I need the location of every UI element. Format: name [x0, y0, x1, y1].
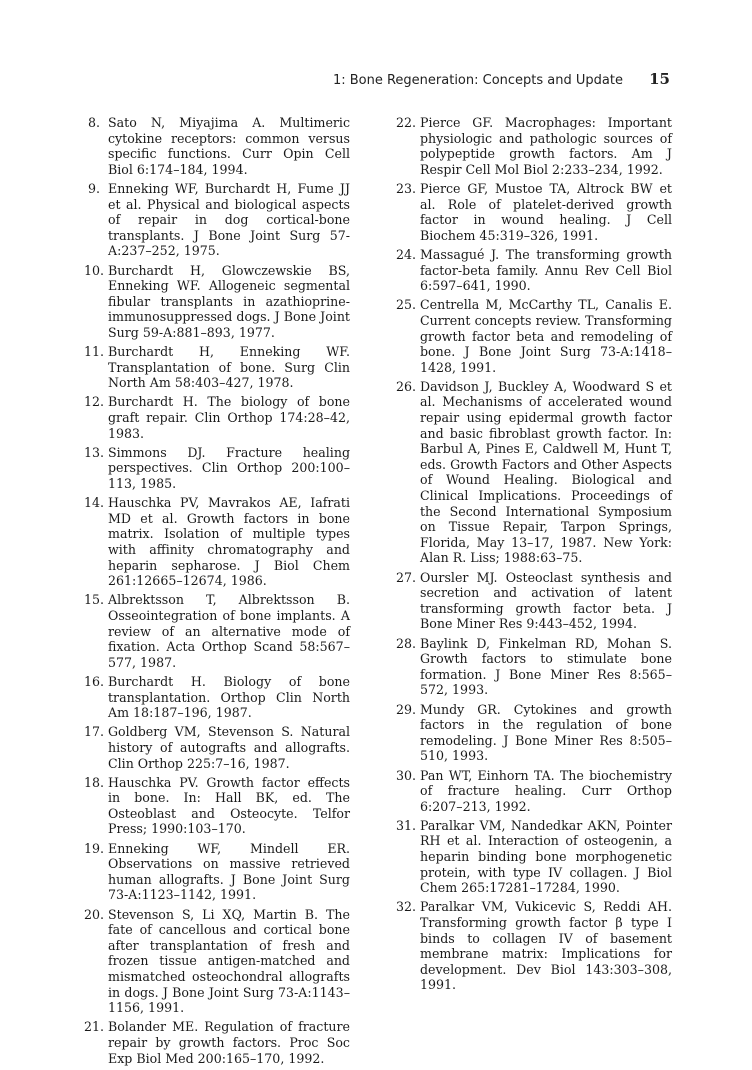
reference-text: Oursler MJ. Osteoclast synthesis and secretion and activation of latent transforming growth factor beta. J Bone Miner Res 9:443–452, 1994. [420, 569, 672, 632]
reference-number: 27. [396, 569, 417, 585]
reference-number: 8. [87, 115, 100, 130]
reference-item [84, 394, 350, 441]
reference-text: Pierce GF, Mustoe TA, Altrock BW et al. Role of platelet-derived growth factor in wound healing. J Cell Biochem 45:319–326, 1991. [420, 180, 672, 243]
reference-item [396, 569, 672, 632]
reference-number: 17. [84, 724, 105, 740]
reference-number: 25. [396, 297, 417, 313]
reference-text: Stevenson S, Li XQ, Martin B. The fate of cancellous and cortical bone after transplantation of fresh and frozen tissue antigen-matched and mismatched osteochondral allografts in dogs. J Bone Joint Surg 73-A:1143–1156, 1991. [108, 906, 350, 1016]
reference-number: 16. [84, 673, 105, 689]
reference-number: 18. [84, 774, 105, 790]
reference-column-right [396, 115, 672, 997]
reference-item [396, 180, 672, 243]
reference-number: 20. [84, 906, 105, 922]
reference-item [396, 817, 672, 896]
reference-text: Pierce GF. Macrophages: Important physiologic and pathologic sources of polypeptide growth factors. Am J Respir Cell Mol Biol 2:233–234, 1992. [420, 115, 672, 177]
reference-number: 29. [396, 701, 417, 717]
reference-text: Hauschka PV. Growth factor effects in bone. In: Hall BK, ed. The Osteoblast and Osteocyte. Telfor Press; 1990:103–170. [108, 774, 350, 837]
reference-text: Simmons DJ. Fracture healing perspectives. Clin Orthop 200:100–113, 1985. [108, 444, 350, 492]
reference-number: 12. [84, 394, 105, 410]
reference-item [84, 724, 350, 771]
reference-item [84, 774, 350, 837]
reference-item [396, 246, 672, 294]
reference-number: 23. [396, 180, 417, 196]
reference-number: 10. [84, 262, 105, 278]
reference-item [84, 444, 350, 492]
reference-number: 30. [396, 767, 417, 783]
reference-text: Hauschka PV, Mavrakos AE, Iafrati MD et al. Growth factors in bone matrix. Isolation of multiple types with affinity chromatography and heparin sepharose. J Biol Chem 261:12665–12674, 1986. [108, 495, 350, 589]
reference-number: 13. [84, 444, 105, 460]
reference-number: 28. [396, 635, 417, 651]
reference-number: 19. [84, 840, 105, 856]
reference-column-left [84, 115, 350, 1070]
reference-text: Burchardt H, Glowczewskie BS, Enneking WF. Allogeneic segmental fibular transplants in azathioprine-immunosuppressed dogs. J Bone Joint Surg 59-A:881–893, 1977. [108, 262, 350, 340]
reference-text: Burchardt H. Biology of bone transplantation. Orthop Clin North Am 18:187–196, 1987. [108, 673, 350, 721]
reference-text: Burchardt H, Enneking WF. Transplantation of bone. Surg Clin North Am 58:403–427, 1978. [108, 344, 350, 391]
reference-text: Paralkar VM, Vukicevic S, Reddi AH. Transforming growth factor β type I binds to collagen IV of basement membrane matrix: Implications for development. Dev Biol 143:303–308, 1991. [420, 899, 672, 993]
reference-item [84, 1019, 350, 1066]
reference-text: Mundy GR. Cytokines and growth factors in the regulation of bone remodeling. J Bone Miner Res 8:505–510, 1993. [420, 701, 672, 764]
reference-item [396, 378, 672, 566]
reference-item [84, 495, 350, 589]
reference-item [84, 344, 350, 391]
reference-text: Bolander ME. Regulation of fracture repair by growth factors. Proc Soc Exp Biol Med 200:165–170, 1992. [108, 1019, 350, 1066]
reference-item [396, 635, 672, 698]
reference-text: Baylink D, Finkelman RD, Mohan S. Growth factors to stimulate bone formation. J Bone Miner Res 8:565–572, 1993. [420, 635, 672, 698]
reference-text: Davidson J, Buckley A, Woodward S et al. Mechanisms of accelerated wound repair using epidermal growth factor and basic fibroblast growth factor. In: Barbul A, Pines E, Caldwell M, Hunt T, eds. Growth Factors and Other Aspects of Wound Healing. Biological and Clinical Implications. Proceedings of the Second International Symposium on Tissue Repair, Tarpon Springs, Florida, May 13–17, 1987. New York: Alan R. Liss; 1988:63–75. [420, 378, 672, 566]
reference-number: 14. [84, 495, 105, 511]
reference-text: Centrella M, McCarthy TL, Canalis E. Current concepts review. Transforming growth factor beta and remodeling of bone. J Bone Joint Surg 73-A:1418–1428, 1991. [420, 297, 672, 375]
reference-text: Enneking WF, Mindell ER. Observations on massive retrieved human allografts. J Bone Joint Surg 73-A:1123–1142, 1991. [108, 840, 350, 903]
reference-number: 11. [84, 344, 105, 360]
reference-number: 9. [87, 180, 100, 196]
reference-text: Paralkar VM, Nandedkar AKN, Pointer RH et al. Interaction of osteogenin, a heparin binding bone morphogenetic protein, with type IV collagen. J Biol Chem 265:17281–17284, 1990. [420, 817, 672, 896]
page-number: 15 [649, 70, 670, 88]
reference-item [396, 115, 672, 177]
reference-item [396, 767, 672, 815]
reference-text: Enneking WF, Burchardt H, Fume JJ et al. Physical and biological aspects of repair in dog cortical-bone transplants. J Bone Joint Surg 57-A:237–252, 1975. [108, 180, 350, 259]
reference-text: Burchardt H. The biology of bone graft repair. Clin Orthop 174:28–42, 1983. [108, 394, 350, 441]
reference-text: Pan WT, Einhorn TA. The biochemistry of fracture healing. Curr Orthop 6:207–213, 1992. [420, 767, 672, 814]
reference-item [84, 840, 350, 903]
reference-number: 15. [84, 592, 105, 608]
running-header [333, 70, 670, 88]
reference-number: 21. [84, 1019, 105, 1035]
reference-item [84, 906, 350, 1016]
reference-number: 32. [396, 899, 417, 915]
reference-item [88, 181, 350, 259]
reference-number: 24. [396, 246, 417, 262]
reference-item [84, 673, 350, 721]
reference-text: Albrektsson T, Albrektsson B. Osseointegration of bone implants. A review of an alternative mode of fixation. Acta Orthop Scand 58:567–577, 1987. [108, 592, 350, 670]
reference-number: 26. [396, 378, 417, 394]
reference-text: Massagué J. The transforming growth factor-beta family. Annu Rev Cell Biol 6:597–641, 1990. [420, 246, 672, 294]
reference-number: 22. [396, 115, 417, 130]
reference-item [396, 297, 672, 375]
reference-text: Goldberg VM, Stevenson S. Natural history of autografts and allografts. Clin Orthop 225:7–16, 1987. [108, 724, 350, 771]
reference-item [84, 262, 350, 341]
reference-item [396, 701, 672, 764]
reference-number: 31. [396, 817, 417, 833]
reference-item [84, 592, 350, 670]
reference-item [88, 115, 350, 177]
reference-item [396, 899, 672, 993]
running-title: 1: Bone Regeneration: Concepts and Update [332, 73, 623, 88]
reference-text: Sato N, Miyajima A. Multimeric cytokine receptors: common versus specific functions. Curr Opin Cell Biol 6:174–184, 1994. [108, 115, 350, 177]
